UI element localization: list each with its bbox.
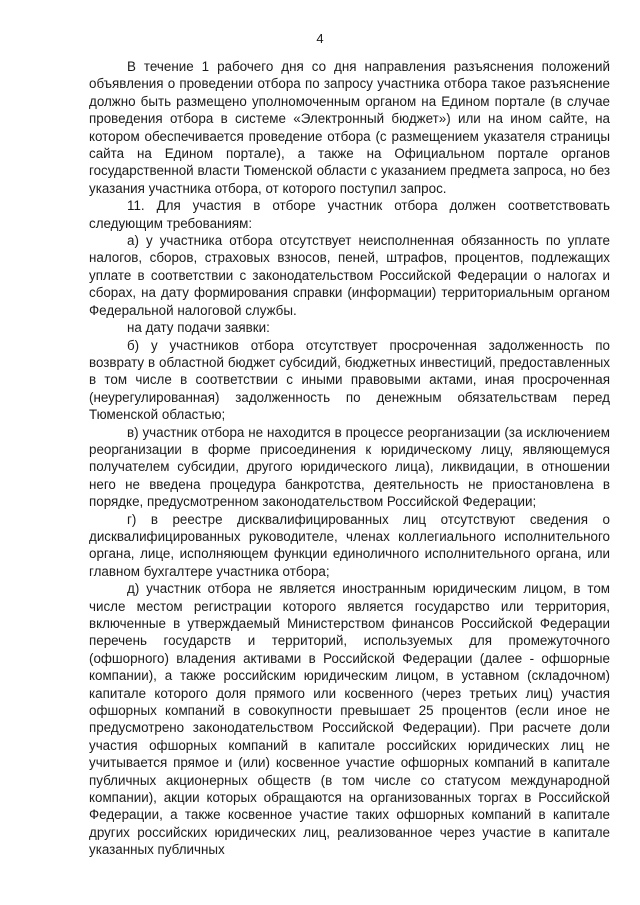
document-body [89, 58, 610, 859]
paragraph-clarification-publication: В течение 1 рабочего дня со дня направления разъяснения положений объявления о проведении отбора по запросу участника отбора такое разъяснение должно быть размещено уполномоченным органом на Едином портале (в случае проведения отбора в системе «Электронный бюджет») или на ином сайте, на котором обеспечивается проведение отбора (с размещением указателя страницы сайта на Едином портале), а также на Официальном портале органов государственной власти Тюменской области с указанием предмета запроса, но без указания участника отбора, от которого поступил запрос. [89, 59, 610, 196]
page-number: 4 [316, 31, 324, 46]
paragraph-b-overdue-debt: б) у участников отбора отсутствует просроченная задолженность по возврату в областной бюджет субсидий, бюджетных инвестиций, предоставленных в том числе в соответствии с иными правовыми актами, иная просроченная (неурегулированная) задолженность по денежным обязательствам перед Тюменской областью; [89, 337, 610, 423]
paragraph-d-offshore: д) участник отбора не является иностранным юридическим лицом, в том числе местом регистрации которого является государство или территория, включенные в утверждаемый Министерством финансов Российской Федерации перечень государств и территорий, используемых для промежуточного (офшорного) владения активами в Российской Федерации (далее - офшорные компании), а также российским юридическим лицом, в уставном (складочном) капитале которого доля прямого или косвенного (через третьих лиц) участия офшорных компаний в совокупности превышает 25 процентов (если иное не предусмотрено законодательством Российской Федерации). При расчете доли участия офшорных компаний в капитале российских юридических лиц не учитывается прямое и (или) косвенное участие офшорных компаний в капитале публичных акционерных обществ (в том числе со статусом международной компании), акции которых обращаются на организованных торгах в Российской Федерации, а также косвенное участие таких офшорных компаний в капитале других российских юридических лиц, реализованное через участие в капитале указанных публичных [89, 581, 610, 858]
paragraph-v-reorganization: в) участник отбора не находится в процессе реорганизации (за исключением реорганизации в форме присоединения к юридическому лицу, являющемуся получателем субсидии, другого юридического лица), ликвидации, в отношении него не введена процедура банкротства, деятельность не приостановлена в порядке, предусмотренном законодательством Российской Федерации; [89, 424, 610, 510]
paragraph-11-requirements: 11. Для участия в отборе участник отбора должен соответствовать следующим требованиям: [89, 198, 610, 231]
paragraph-application-date: на дату подачи заявки: [127, 320, 270, 336]
paragraph-g-disqualified-persons: г) в реестре дисквалифицированных лиц отсутствуют сведения о дисквалифицированных руководителе, членах коллегиального исполнительного органа, лице, исполняющем функции единоличного исполнительного органа, или главном бухгалтере участника отбора; [89, 511, 610, 579]
paragraph-a-tax-obligations: а) у участника отбора отсутствует неисполненная обязанность по уплате налогов, сборов, страховых взносов, пеней, штрафов, процентов, подлежащих уплате в соответствии с законодательством Российской Федерации о налогах и сборах, на дату формирования справки (информации) территориальным органом Федеральной налоговой службы. [89, 233, 610, 318]
